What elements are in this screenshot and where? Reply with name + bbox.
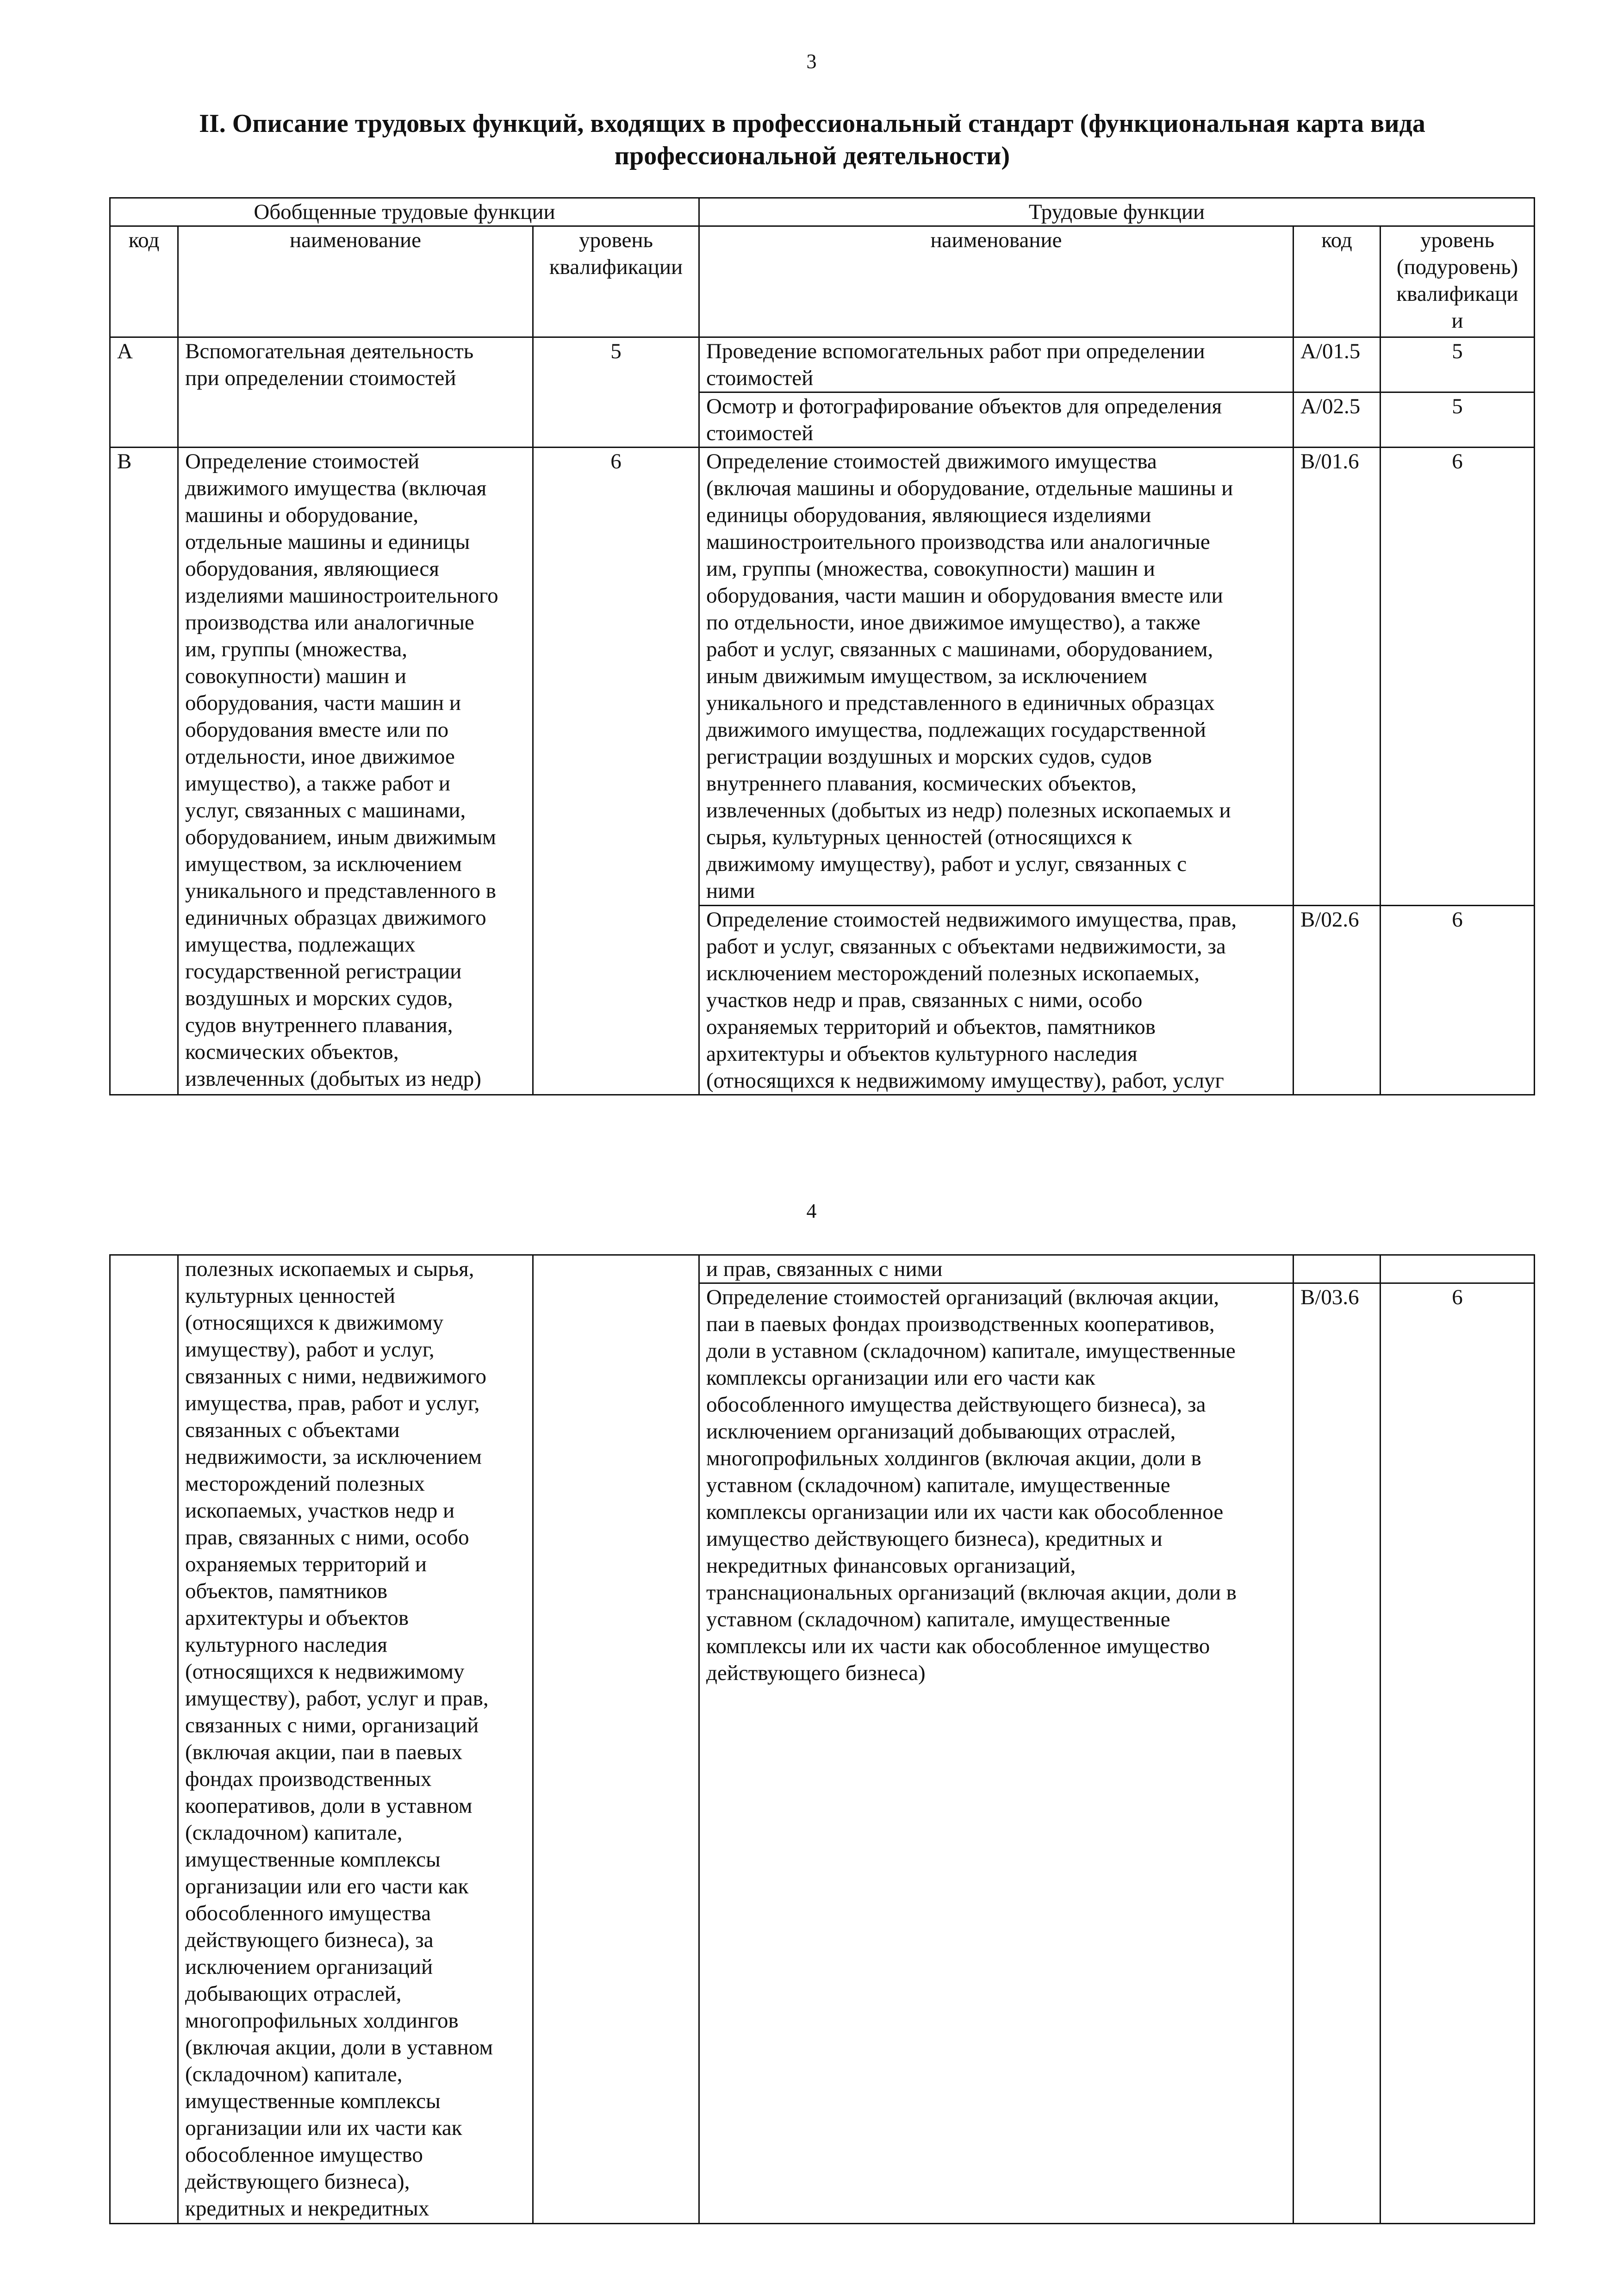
section-title-line-1: II. Описание трудовых функций, входящих в профессиональный стандарт (функциональная карта вида xyxy=(199,109,1425,138)
function-b03-level: 6 xyxy=(1380,1283,1535,2224)
table-row xyxy=(110,337,1535,392)
group-a-code: A xyxy=(110,337,178,448)
group-b-level-continued xyxy=(533,1255,699,2224)
functional-map-table-page-4 xyxy=(109,1254,1535,2224)
group-b-code: B xyxy=(110,448,178,1095)
function-b02-name: Определение стоимостей недвижимого имущества, прав, работ и услуг, связанных с объектами недвижимости, за исключением месторождений полезных ископаемых, участков недр и прав, связанных с ними, особо охраняемых территорий и объектов, памятников архитектуры и объектов культурного наследия (относящихся к недвижимому имуществу), работ, услуг xyxy=(699,906,1293,1095)
function-a01-level: 5 xyxy=(1380,337,1535,392)
function-a02-code: A/02.5 xyxy=(1293,392,1380,448)
header-labor-functions: Трудовые функции xyxy=(699,198,1535,226)
group-a-level: 5 xyxy=(533,337,699,448)
function-b02-level-continued xyxy=(1380,1255,1535,1283)
function-b02-name-continued: и прав, связанных с ними xyxy=(699,1255,1293,1283)
section-title xyxy=(111,107,1513,172)
table-row xyxy=(110,1255,1535,1283)
function-b02-code-continued xyxy=(1293,1255,1380,1283)
function-a01-name: Проведение вспомогательных работ при определении стоимостей xyxy=(699,337,1293,392)
function-b02-level: 6 xyxy=(1380,906,1535,1095)
header-generalized-functions: Обобщенные трудовые функции xyxy=(110,198,699,226)
group-b-code-continued xyxy=(110,1255,178,2224)
page-number: 3 xyxy=(806,50,817,73)
group-a-name: Вспомогательная деятельность при определении стоимостей xyxy=(178,337,533,448)
table-row xyxy=(110,448,1535,906)
section-title-line-2: профессиональной деятельности) xyxy=(614,142,1010,170)
header-function-code: код xyxy=(1293,226,1380,337)
header-code: код xyxy=(110,226,178,337)
header-function-name: наименование xyxy=(699,226,1293,337)
header-function-level: уровень (подуровень) квалификаци и xyxy=(1380,226,1535,337)
group-b-name-continued: полезных ископаемых и сырья, культурных ценностей (относящихся к движимому имуществу), работ и услуг, связанных с ними, недвижимого имущества, прав, работ и услуг, связанных с объектами недвижимости, за исключением месторождений полезных ископаемых, участков недр и прав, связанных с ними, особо охраняемых территорий и объектов, памятников архитектуры и объектов культурного наследия (относящихся к недвижимому имуществу), работ, услуг и прав, связанных с ними, организаций (включая акции, паи в паевых фондах производственных кооперативов, доли в уставном (складочном) капитале, имущественные комплексы организации или его части как обособленного имущества действующего бизнеса), за исключением организаций добывающих отраслей, многопрофильных холдингов (включая акции, доли в уставном (складочном) капитале, имущественные комплексы организации или их части как обособленное имущество действующего бизнеса), кредитных и некредитных xyxy=(178,1255,533,2224)
function-b03-name: Определение стоимостей организаций (включая акции, паи в паевых фондах производственных кооперативов, доли в уставном (складочном) капитале, имущественные комплексы организации или его части как обособленного имущества действующего бизнеса), за исключением организаций добывающих отраслей, многопрофильных холдингов (включая акции, доли в уставном (складочном) капитале, имущественные комплексы организации или их части как обособленное имущество действующего бизнеса), кредитных и некредитных финансовых организаций, транснациональных организаций (включая акции, доли в уставном (складочном) капитале, имущественные комплексы или их части как обособленное имущество действующего бизнеса) xyxy=(699,1283,1293,2224)
page-number: 4 xyxy=(806,1200,817,1222)
function-a02-name: Осмотр и фотографирование объектов для определения стоимостей xyxy=(699,392,1293,448)
function-b03-code: B/03.6 xyxy=(1293,1283,1380,2224)
function-a01-code: A/01.5 xyxy=(1293,337,1380,392)
group-b-level: 6 xyxy=(533,448,699,1095)
group-b-name: Определение стоимостей движимого имущества (включая машины и оборудование, отдельные машины и единицы оборудования, являющиеся изделиями машиностроительного производства или аналогичные им, группы (множества, совокупности) машин и оборудования, части машин и оборудования вместе или по отдельности, иное движимое имущество), а также работ и услуг, связанных с машинами, оборудованием, иным движимым имуществом, за исключением уникального и представленного в единичных образцах движимого имущества, подлежащих государственной регистрации воздушных и морских судов, судов внутреннего плавания, космических объектов, извлеченных (добытых из недр) xyxy=(178,448,533,1095)
function-a02-level: 5 xyxy=(1380,392,1535,448)
function-b02-code: B/02.6 xyxy=(1293,906,1380,1095)
function-b01-level: 6 xyxy=(1380,448,1535,906)
header-qualification-level: уровень квалификации xyxy=(533,226,699,337)
function-b01-name: Определение стоимостей движимого имущества (включая машины и оборудование, отдельные машины и единицы оборудования, являющиеся изделиями машиностроительного производства или аналогичные им, группы (множества, совокупности) машин и оборудования, части машин и оборудования вместе или по отдельности, иное движимое имущество), а также работ и услуг, связанных с машинами, оборудованием, иным движимым имуществом, за исключением уникального и представленного в единичных образцах движимого имущества, подлежащих государственной регистрации воздушных и морских судов, судов внутреннего плавания, космических объектов, извлеченных (добытых из недр) полезных ископаемых и сырья, культурных ценностей (относящихся к движимому имуществу), работ и услуг, связанных с ними xyxy=(699,448,1293,906)
header-name: наименование xyxy=(178,226,533,337)
function-b01-code: B/01.6 xyxy=(1293,448,1380,906)
functional-map-table-page-3 xyxy=(109,197,1535,1095)
